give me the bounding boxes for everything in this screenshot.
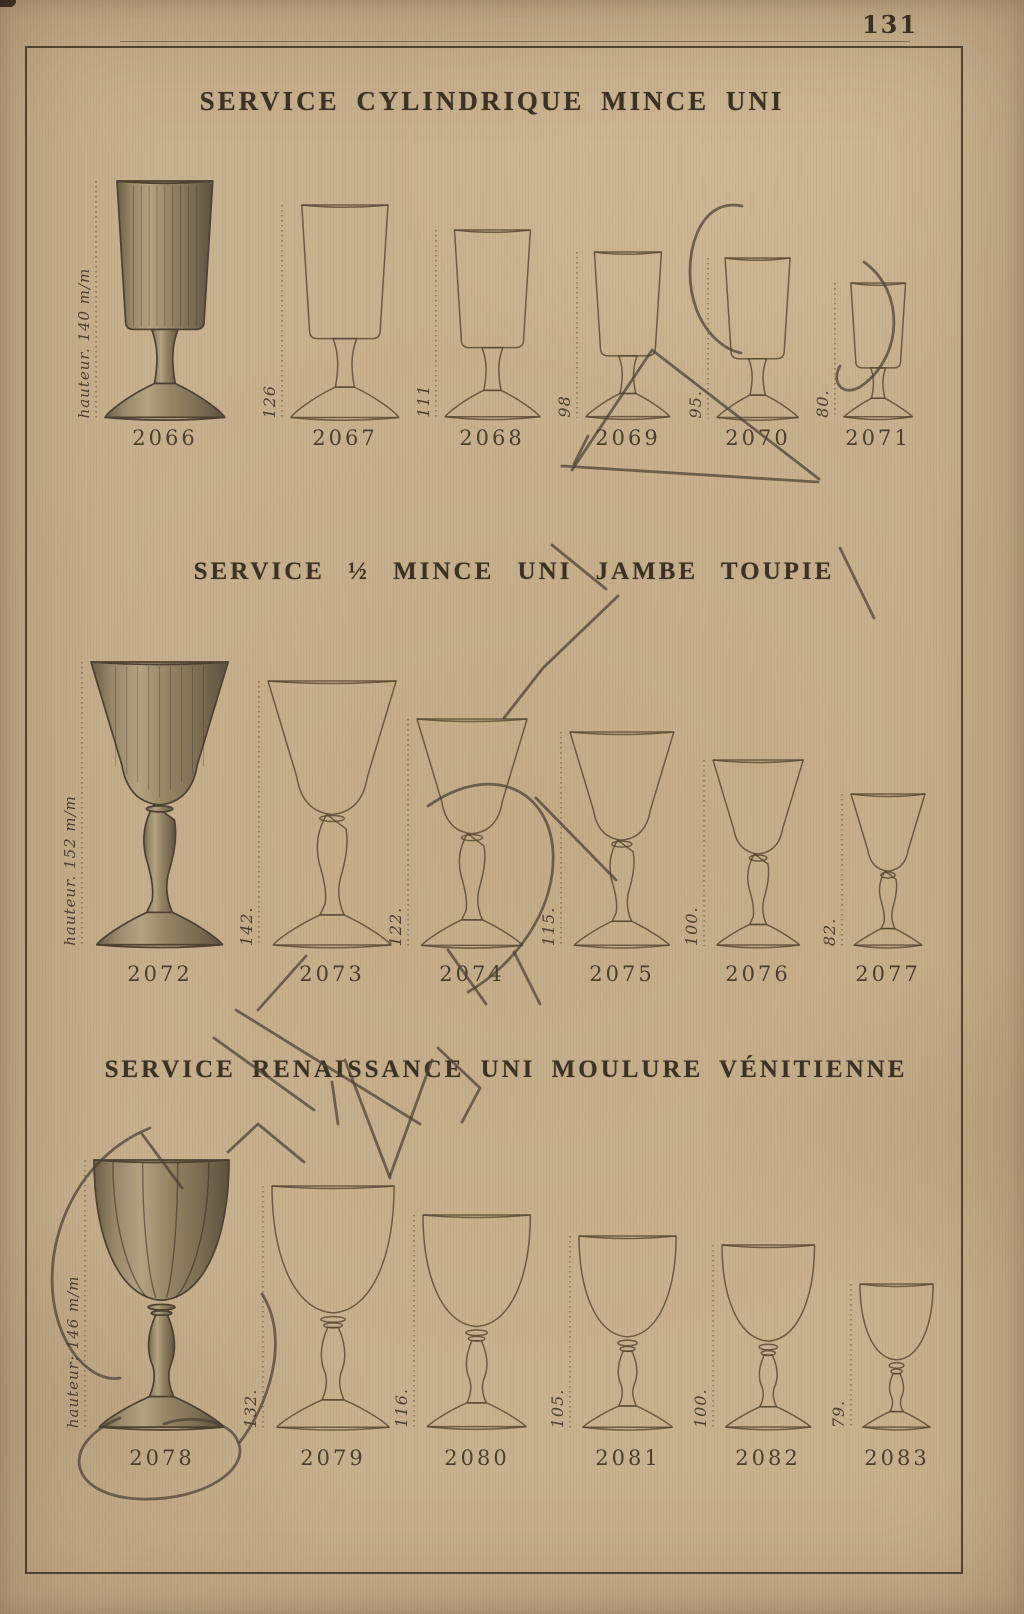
stem: [748, 854, 769, 924]
height-label: 111: [413, 384, 433, 418]
catalog-number: 2077: [855, 962, 921, 986]
glass-2077-figure: [791, 786, 951, 956]
height-label: 116.: [392, 1388, 412, 1428]
bowl: [454, 230, 530, 348]
catalog-number: 2075: [589, 962, 655, 986]
stem: [144, 805, 176, 913]
stem-collar: [147, 806, 173, 812]
scan-artifact: [0, 0, 16, 7]
section-title-demi-mince: SERVICE ½ MINCE UNI JAMBE TOUPIE: [193, 558, 835, 585]
bowl: [713, 760, 803, 854]
bowl: [302, 205, 388, 339]
stem: [459, 833, 485, 919]
bowl: [423, 1215, 530, 1326]
bowl: [851, 283, 906, 368]
height-label: 132.: [240, 1388, 260, 1428]
catalog-number: 2068: [459, 426, 525, 450]
section-title-renaissance: SERVICE RENAISSANCE UNI MOULURE VÉNITIENNE: [104, 1056, 908, 1083]
catalog-number: 2080: [444, 1446, 510, 1470]
bowl: [860, 1284, 933, 1360]
stem-ring-upper: [759, 1344, 778, 1350]
catalog-number: 2067: [312, 426, 378, 450]
catalog-number: 2069: [595, 426, 661, 450]
stem: [749, 358, 767, 394]
bowl: [725, 258, 790, 359]
foot: [291, 387, 399, 417]
stem: [610, 840, 634, 921]
stem: [619, 356, 637, 394]
height-label: hauteur. 152 m/m: [61, 795, 80, 946]
stem-ring-upper: [890, 1362, 905, 1368]
stem: [467, 1341, 488, 1403]
page-number: 131: [861, 10, 919, 39]
catalog-number: 2066: [132, 426, 198, 450]
stem: [152, 329, 178, 383]
section-title-cylindrique: SERVICE CYLINDRIQUE MINCE UNI: [199, 86, 785, 116]
height-label: 95.: [686, 389, 706, 418]
foot: [100, 1397, 224, 1427]
foot: [583, 1406, 672, 1427]
catalog-number: 2074: [439, 962, 505, 986]
glass-2071-figure: [784, 275, 938, 428]
height-label: hauteur: 146 m/m: [64, 1275, 83, 1428]
foot: [854, 928, 922, 944]
stem: [149, 1315, 175, 1397]
glass-2083-figure: [800, 1276, 959, 1438]
foot: [428, 1403, 527, 1427]
height-label: 82.: [819, 917, 839, 946]
stem-ring-upper: [466, 1330, 487, 1336]
catalog-number: 2082: [735, 1446, 801, 1470]
stem: [759, 1355, 777, 1407]
catalog-number: 2076: [725, 962, 791, 986]
height-label: hauteur. 140 m/m: [75, 267, 94, 418]
stem: [619, 1351, 638, 1406]
height-label: 122.: [385, 906, 405, 946]
stem: [317, 815, 347, 915]
stem: [333, 338, 357, 387]
foot: [105, 383, 225, 417]
stem-ring-upper: [618, 1340, 637, 1346]
catalog-number: 2071: [845, 426, 911, 450]
frame-double-line-artifact: [120, 41, 910, 42]
stem: [870, 368, 885, 398]
height-label: 126: [260, 384, 280, 418]
glass-2066-figure: [45, 173, 251, 428]
stem: [482, 348, 503, 391]
height-label: 100.: [690, 1388, 710, 1428]
bowl: [851, 794, 925, 871]
stem-ring-upper: [148, 1304, 175, 1310]
stem: [890, 1373, 904, 1411]
height-label: 98: [555, 395, 575, 418]
foot: [717, 924, 800, 945]
catalog-number: 2081: [595, 1446, 661, 1470]
height-label: 115.: [539, 906, 559, 946]
stem-ring-upper: [321, 1316, 345, 1322]
height-label: 80.: [812, 389, 832, 418]
catalog-number: 2079: [300, 1446, 366, 1470]
catalog-number: 2083: [864, 1446, 930, 1470]
height-label: 105.: [548, 1388, 568, 1428]
height-label: 142.: [236, 906, 256, 946]
height-label: 100.: [681, 906, 701, 946]
foot: [725, 1407, 810, 1427]
foot: [422, 919, 523, 945]
foot: [863, 1411, 930, 1427]
stem: [321, 1327, 345, 1399]
catalog-number: 2073: [299, 962, 365, 986]
height-label: 79.: [829, 1399, 849, 1428]
catalog-number: 2078: [129, 1446, 195, 1470]
foot: [97, 913, 223, 945]
stem: [880, 871, 897, 929]
foot: [844, 398, 912, 417]
bowl: [594, 252, 661, 356]
catalog-number: 2072: [127, 962, 193, 986]
catalog-number: 2070: [725, 426, 791, 450]
